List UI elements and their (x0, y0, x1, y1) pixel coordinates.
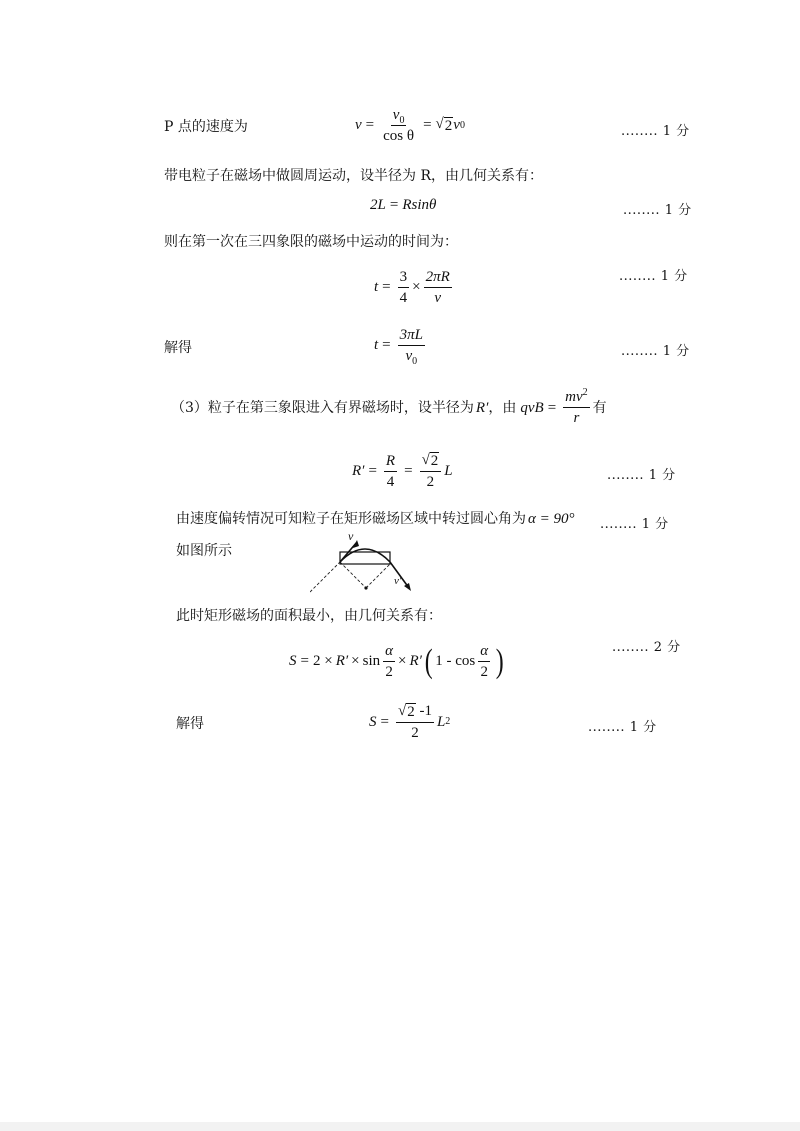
den-v: v (434, 290, 442, 306)
frac-sqrt2-2: √ 2 2 (420, 451, 442, 491)
text-time-in-field: 则在第一次在三四象限的磁场中运动的时间为： (164, 234, 458, 250)
var-v0: v (453, 117, 460, 133)
frac-alpha-2 (383, 642, 395, 681)
sqrt-2: √ 2 (435, 116, 453, 134)
var-v0: v (405, 348, 413, 364)
bottom-scroll-bar (0, 1122, 800, 1131)
dashed-line-center-left (340, 562, 366, 588)
eq-time-result (374, 326, 428, 365)
dashed-line-left (310, 562, 340, 592)
equals: = (382, 279, 391, 295)
text-min-area: 此时矩形磁场的面积最小，由几何关系有： (176, 608, 442, 624)
center-dot (364, 586, 367, 589)
var-t: t (374, 337, 379, 353)
two-times: 2 × (312, 653, 333, 669)
eq-time (374, 268, 455, 307)
text-as-shown: 如图所示 (176, 543, 232, 559)
var-v0: v (392, 107, 400, 123)
var-L: L (436, 713, 446, 730)
cos-theta: cos θ (383, 128, 415, 144)
equals: = (389, 197, 399, 213)
part3-text-c: 有 (592, 399, 607, 416)
num-alpha: α (383, 642, 395, 662)
var-r-prime: R′ (352, 462, 365, 479)
eq-geometry (370, 197, 436, 214)
text-circular-motion: 带电粒子在磁场中做圆周运动，设半径为 R，由几何关系有： (164, 168, 543, 184)
score-4: ........ 1 分 (621, 344, 690, 359)
eq-radius-prime (352, 451, 453, 491)
text-deflection (176, 510, 575, 528)
score-8: ........ 1 分 (588, 720, 657, 735)
frac-alpha-2 (478, 642, 490, 681)
var-L: L (444, 462, 453, 479)
den-r: r (573, 410, 580, 426)
sqrt-2-radicand: 2 (444, 118, 453, 134)
num-alpha: α (478, 642, 490, 662)
arc-trajectory (340, 549, 390, 562)
equals: = (547, 399, 557, 416)
paren-open: ( (424, 642, 433, 680)
equals: = (423, 117, 432, 133)
text-solve-1: 解得 (164, 340, 192, 356)
sqrt-2-radicand: 2 (407, 704, 415, 720)
paren-close: ) (495, 642, 504, 680)
sin: sin (362, 653, 381, 669)
score-1: ........ 1 分 (621, 124, 690, 139)
arrow-head-in (353, 540, 359, 548)
eq-velocity-p: v = $\frac{v_0}{\text{cos θ}}$ = √ 2 v 0 (355, 107, 465, 144)
num-mv: mv (565, 389, 583, 405)
frac-sqrt2-minus1-2: √ 2 -1 2 (397, 703, 432, 741)
deflection-text: 由速度偏转情况可知粒子在矩形磁场区域中转过圆心角为 (176, 511, 526, 527)
text-solve-2: 解得 (176, 716, 204, 732)
frac-2piR-v (424, 268, 452, 307)
trajectory-figure (310, 528, 420, 594)
times: × (398, 653, 407, 669)
text-part-3 (171, 388, 607, 427)
num-3piL: 3πL (398, 326, 425, 346)
minus-1: -1 (415, 703, 432, 719)
score-7: ........ 2 分 (612, 640, 681, 655)
eq-area-result: S = √ 2 -1 2 L 2 (369, 703, 451, 741)
equals: = (380, 713, 389, 730)
sub-0: 0 (412, 356, 418, 367)
num-2piR: 2πR (424, 268, 452, 288)
den-2: 2 (480, 664, 488, 680)
label-v: v (348, 529, 354, 543)
score-5: ........ 1 分 (607, 468, 676, 483)
var-S: S (369, 713, 377, 730)
frac-3-4 (398, 268, 410, 307)
sup-2: 2 (582, 387, 588, 398)
text-p-velocity: P 点的速度为 (164, 119, 248, 135)
alpha-90: α = 90° (528, 511, 575, 527)
den-4: 4 (386, 473, 395, 490)
var-qvb: qvB (520, 399, 544, 416)
equals: = (300, 653, 309, 669)
frac-R-4 (384, 452, 397, 491)
times: × (412, 279, 421, 295)
frac-3piL-v0 (398, 326, 425, 365)
num-3: 3 (398, 268, 410, 288)
part3-text-b: ，由 (488, 399, 517, 416)
sub-0: 0 (399, 115, 405, 126)
score-6: ........ 1 分 (600, 517, 669, 532)
one-minus-cos: 1 - cos (435, 653, 476, 669)
den-2: 2 (385, 664, 393, 680)
equals: = (368, 462, 377, 479)
arrow-head-out (404, 583, 411, 591)
equals: = (382, 337, 391, 353)
var-t: t (374, 279, 379, 295)
r-sin-theta: Rsinθ (402, 197, 437, 213)
score-2: ........ 1 分 (623, 203, 692, 218)
equals: = (404, 462, 413, 479)
part3-text-a: （3）粒子在第三象限进入有界磁场时，设半径为 (171, 399, 474, 416)
var-r-prime: R′ (335, 653, 349, 669)
dashed-line-center-right (366, 564, 390, 588)
var-r-prime: R′ (475, 399, 489, 416)
two-L: 2L (370, 197, 386, 213)
equals: = (365, 117, 375, 133)
eq-area (289, 642, 506, 681)
label-v-prime: v′ (394, 575, 402, 587)
var-v: v (355, 117, 362, 133)
den-4: 4 (399, 290, 408, 306)
var-S: S (289, 653, 297, 669)
score-3: ........ 1 分 (619, 269, 688, 284)
den-2: 2 (411, 725, 419, 741)
sqrt-2-radicand: 2 (430, 453, 439, 469)
num-R: R (384, 452, 397, 472)
den-2: 2 (426, 474, 435, 490)
var-r-prime: R′ (409, 653, 422, 669)
frac-v0-cos (381, 106, 416, 145)
frac-mv2-r (563, 388, 590, 427)
times: × (351, 653, 360, 669)
